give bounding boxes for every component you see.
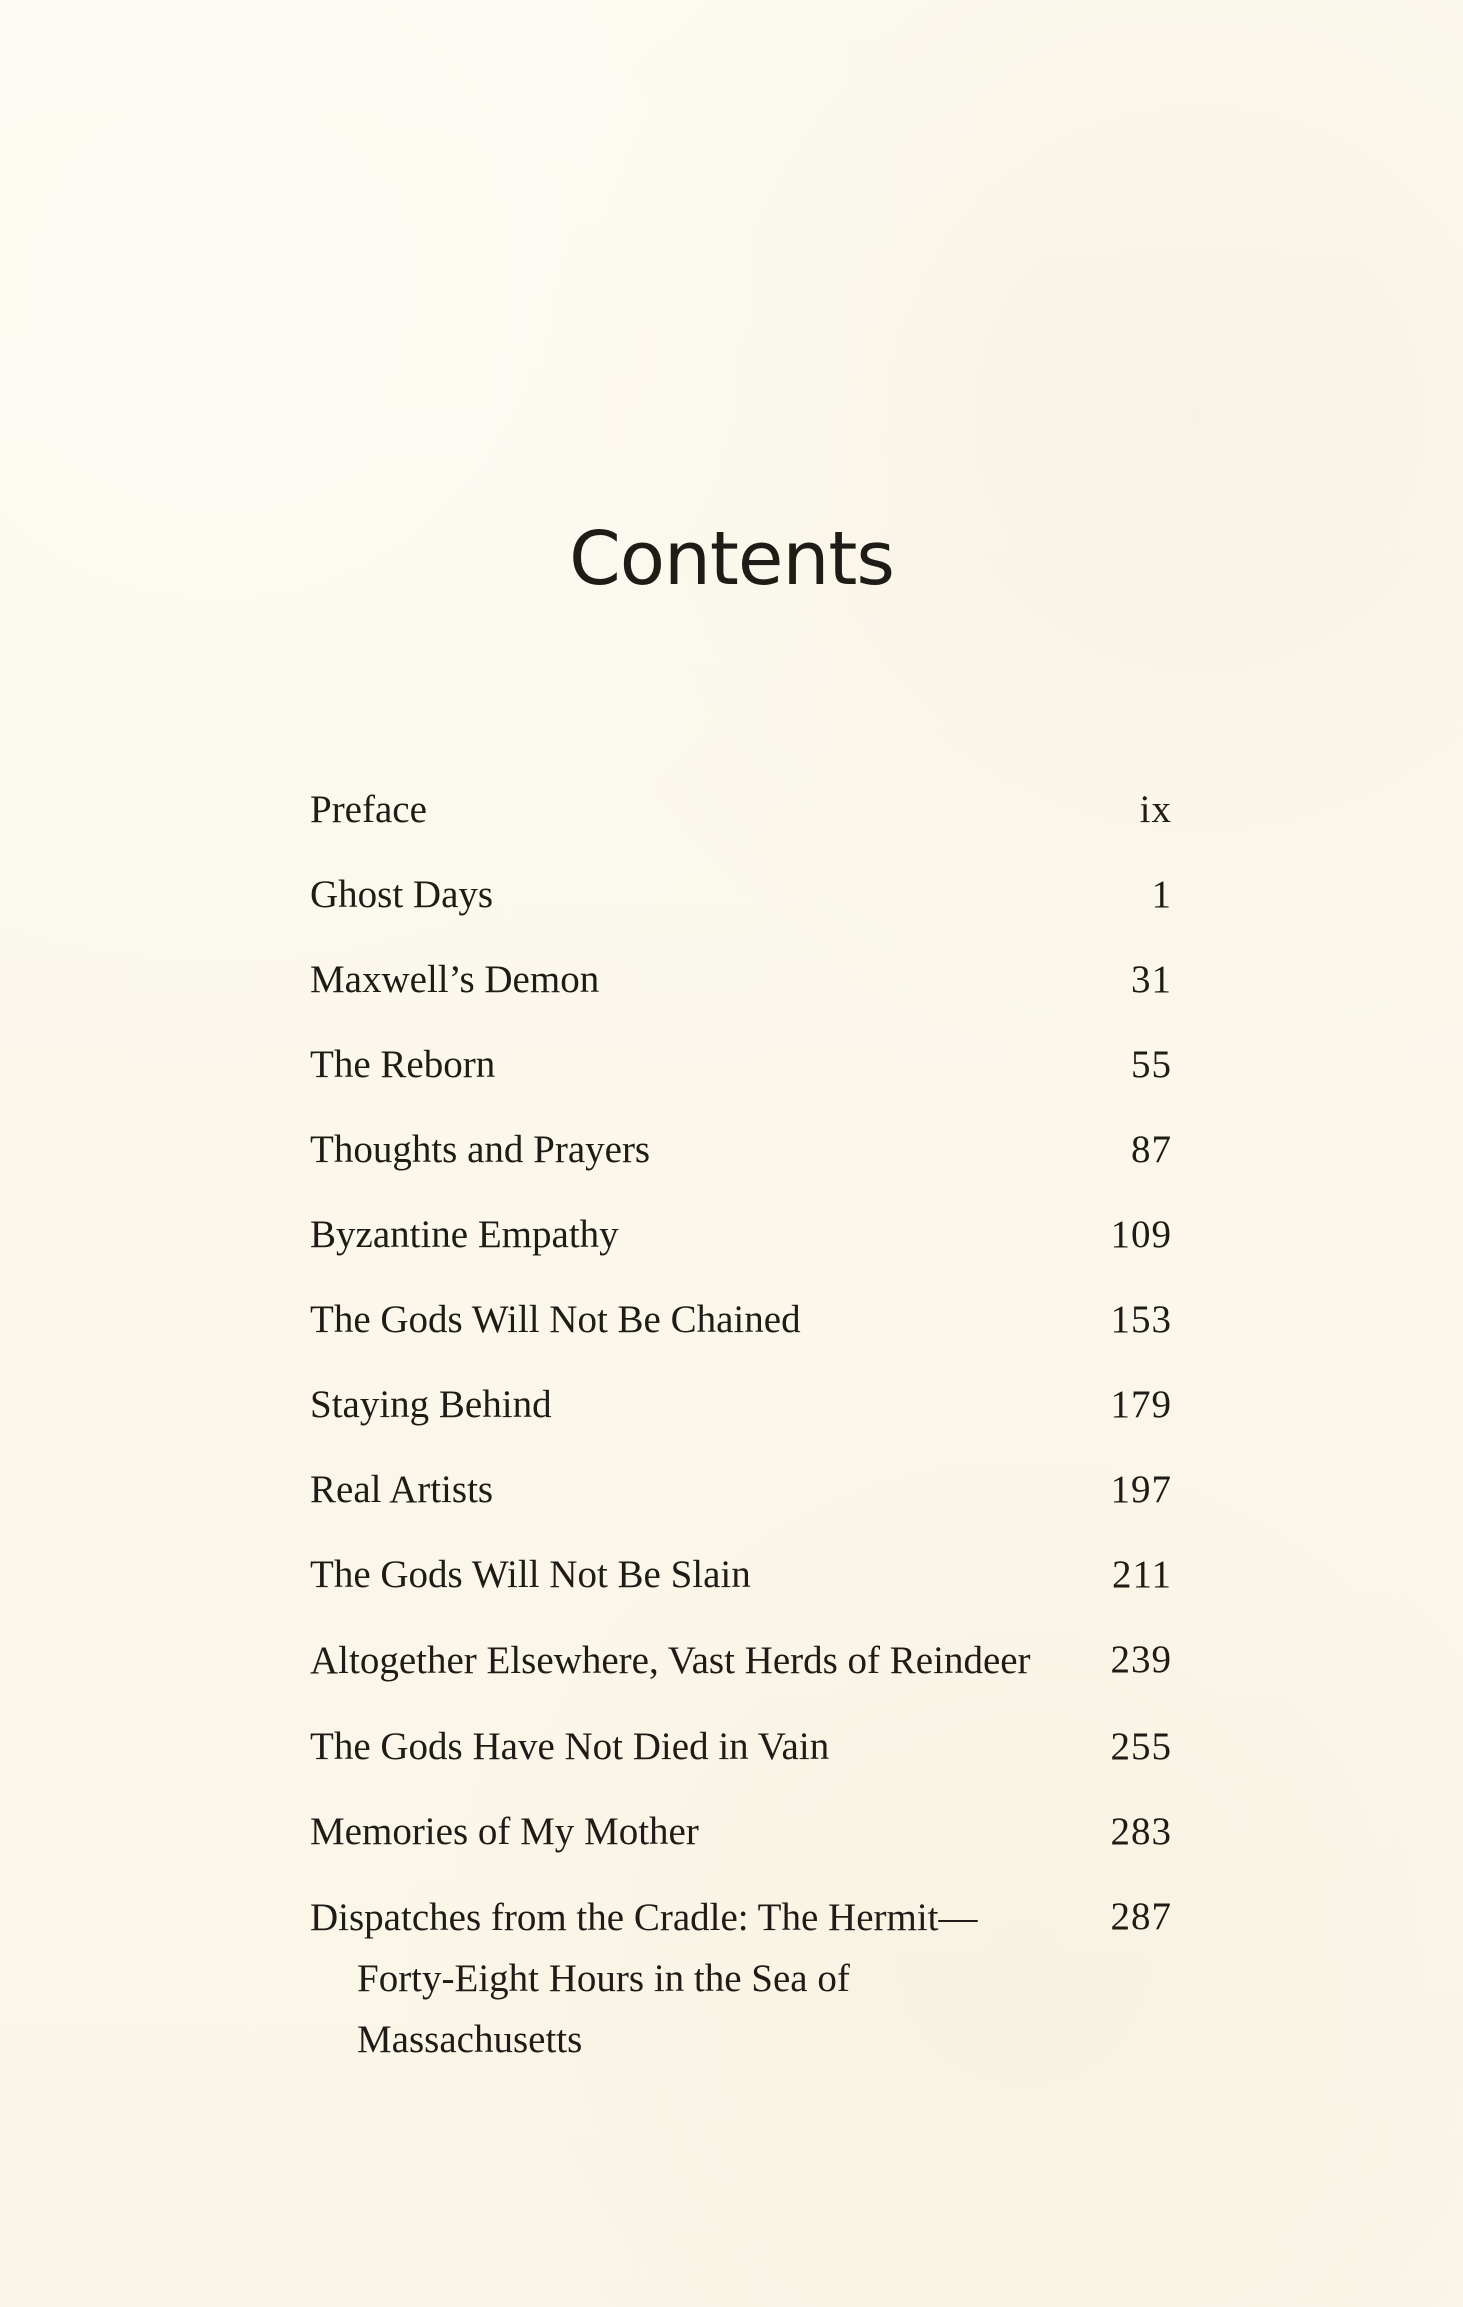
- toc-entry-page: 31: [1131, 958, 1172, 1001]
- toc-entry-title: The Gods Have Not Died in Vain: [310, 1725, 830, 1768]
- toc-entry-title: Real Artists: [310, 1468, 494, 1511]
- toc-entry: [310, 1802, 1172, 1861]
- toc-entry: [310, 1887, 1172, 2070]
- toc-entry-page: 211: [1111, 1553, 1172, 1596]
- toc-entry-title: The Gods Will Not Be Chained: [310, 1298, 801, 1341]
- toc-entry: [310, 1717, 1172, 1776]
- toc-entry-title: Byzantine Empathy: [310, 1213, 619, 1256]
- toc-entry-page: 153: [1110, 1298, 1172, 1341]
- toc-entry-page: 283: [1110, 1810, 1172, 1853]
- toc-entry-title: Maxwell’s Demon: [310, 958, 600, 1001]
- toc-entry-page: 239: [1110, 1638, 1172, 1681]
- toc-entry-title: Staying Behind: [310, 1383, 552, 1426]
- toc-entry: [310, 1290, 1172, 1349]
- toc-entry: [310, 1460, 1172, 1519]
- toc-entry-page: 1: [1151, 873, 1172, 916]
- toc-entry: [310, 1375, 1172, 1434]
- toc-entry: [310, 780, 1172, 839]
- toc-entry: [310, 1120, 1172, 1179]
- toc-entry: [310, 950, 1172, 1009]
- toc-entry-title: Altogether Elsewhere, Vast Herds of Reindeer: [310, 1639, 1031, 1682]
- toc-entry-title: Preface: [310, 788, 427, 831]
- toc-entry-title: Dispatches from the Cradle: The Hermit—Forty-Eight Hours in the Sea of Massachusetts: [310, 1896, 978, 2061]
- toc-entry-page: 287: [1110, 1895, 1172, 1938]
- toc-entry: [310, 1035, 1172, 1094]
- toc-entry: [310, 1205, 1172, 1264]
- toc-entry-title: Ghost Days: [310, 873, 494, 916]
- toc-entry-page: 255: [1110, 1725, 1172, 1768]
- toc-entry-page: 87: [1131, 1128, 1172, 1171]
- page-title: Contents: [569, 516, 894, 602]
- table-of-contents: [310, 780, 1172, 2096]
- toc-entry: [310, 1545, 1172, 1604]
- toc-entry-title: Thoughts and Prayers: [310, 1128, 651, 1171]
- toc-entry-page: 179: [1110, 1383, 1172, 1426]
- toc-entry-page: ix: [1139, 788, 1172, 831]
- toc-entry-page: 109: [1110, 1213, 1172, 1256]
- toc-entry-page: 197: [1110, 1468, 1172, 1511]
- toc-entry-page: 55: [1131, 1043, 1172, 1086]
- toc-entry-title: Memories of My Mother: [310, 1810, 699, 1853]
- toc-entry-title: The Gods Will Not Be Slain: [310, 1553, 751, 1596]
- toc-entry-title: The Reborn: [310, 1043, 496, 1086]
- toc-entry: [310, 1630, 1172, 1691]
- toc-entry: [310, 865, 1172, 924]
